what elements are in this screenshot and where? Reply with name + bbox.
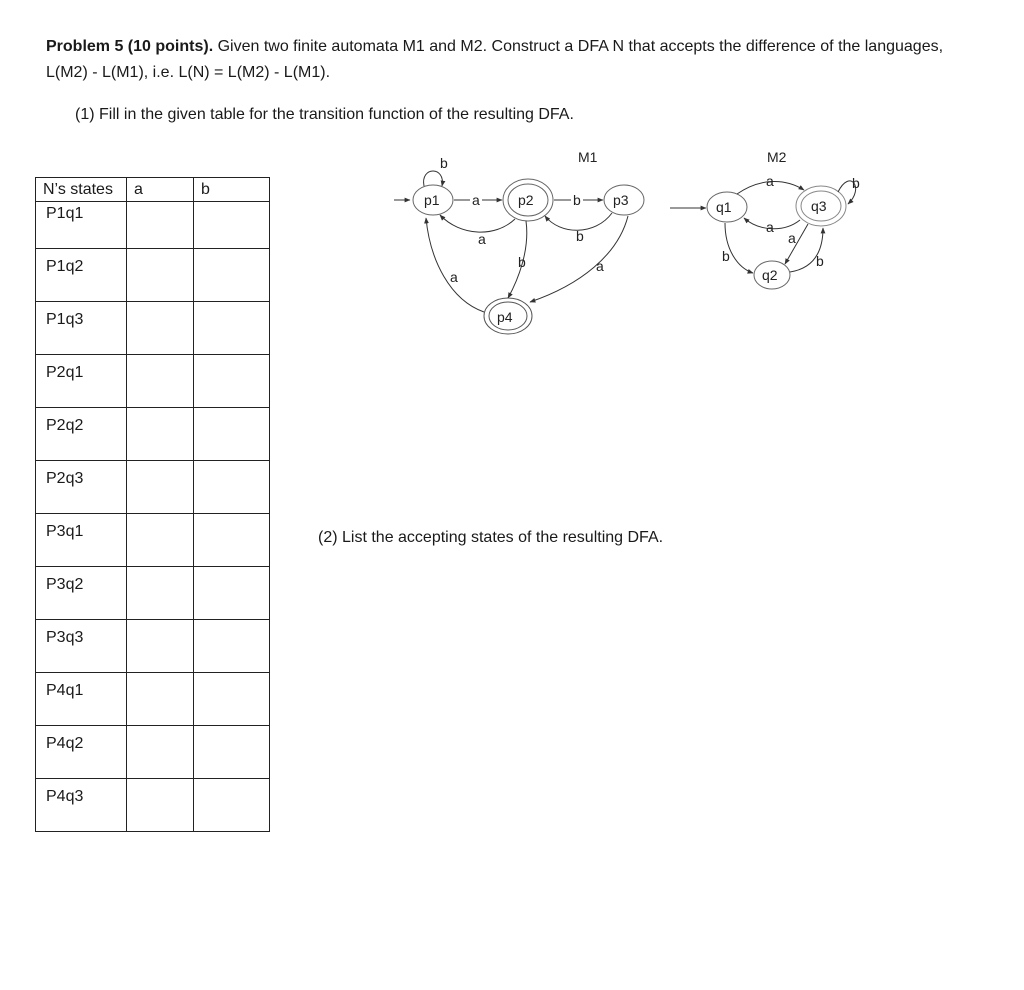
- state-cell: P4q1: [36, 673, 127, 726]
- automata-diagram: [380, 140, 880, 340]
- cell-b[interactable]: [194, 408, 270, 461]
- table-row: [36, 673, 270, 726]
- m1-edge-p1-loop: [424, 171, 443, 186]
- table-row: [36, 408, 270, 461]
- state-p2: [503, 179, 553, 221]
- state-p3: [604, 185, 644, 215]
- cell-a[interactable]: [127, 302, 194, 355]
- m2-label-q3-q1: a: [766, 219, 774, 235]
- m1-label-p3-p4: a: [596, 258, 604, 274]
- table-row: [36, 461, 270, 514]
- state-p4-label: p4: [497, 309, 513, 325]
- m2-title: M2: [767, 149, 787, 165]
- cell-a[interactable]: [127, 620, 194, 673]
- state-cell: P4q3: [36, 779, 127, 832]
- cell-a[interactable]: [127, 514, 194, 567]
- cell-a[interactable]: [127, 202, 194, 249]
- cell-b[interactable]: [194, 779, 270, 832]
- table-row: [36, 779, 270, 832]
- m1-label-p1-p2: a: [472, 192, 480, 208]
- m1-label-p2-p4: b: [518, 254, 526, 270]
- m1-label-p2-p3: b: [573, 192, 581, 208]
- header-a: a: [127, 178, 194, 202]
- part2-instruction: (2) List the accepting states of the resulting DFA.: [318, 529, 664, 546]
- cell-b[interactable]: [194, 461, 270, 514]
- problem-heading: Problem 5 (10 points).: [46, 38, 214, 55]
- header-states: N’s states: [36, 178, 127, 202]
- transition-table: [35, 177, 270, 832]
- state-q1: [707, 192, 747, 222]
- cell-a[interactable]: [127, 673, 194, 726]
- state-cell: P3q1: [36, 514, 127, 567]
- m1-title: M1: [578, 149, 598, 165]
- header-b: b: [194, 178, 270, 202]
- table-row: [36, 567, 270, 620]
- m2-label-q1-q2: b: [722, 248, 730, 264]
- cell-a[interactable]: [127, 779, 194, 832]
- state-q2-label: q2: [762, 267, 778, 283]
- cell-b[interactable]: [194, 620, 270, 673]
- m2-label-q3-loop: b: [852, 175, 860, 191]
- cell-b[interactable]: [194, 302, 270, 355]
- table-row: [36, 726, 270, 779]
- problem-text: Given two finite automata M1 and M2. Construct a DFA N that accepts the difference of the languages, L(M2) - L(M1), i.e. L(N) = L(M2) - L(M1).: [46, 38, 944, 81]
- state-p3-label: p3: [613, 192, 629, 208]
- cell-b[interactable]: [194, 249, 270, 302]
- cell-b[interactable]: [194, 726, 270, 779]
- state-cell: P3q3: [36, 620, 127, 673]
- m1-label-p1-loop: b: [440, 155, 448, 171]
- state-q1-label: q1: [716, 199, 732, 215]
- cell-a[interactable]: [127, 249, 194, 302]
- table-row: [36, 202, 270, 249]
- table-header-row: [36, 178, 270, 202]
- problem-statement: [46, 34, 986, 86]
- cell-b[interactable]: [194, 673, 270, 726]
- m2-label-q1-q3: a: [766, 173, 774, 189]
- table-row: [36, 514, 270, 567]
- table-row: [36, 620, 270, 673]
- m2-label-q2-q3: b: [816, 253, 824, 269]
- m1-label-p3-p2: b: [576, 228, 584, 244]
- m1-edge-p2-p1: [440, 215, 515, 232]
- cell-a[interactable]: [127, 567, 194, 620]
- state-cell: P4q2: [36, 726, 127, 779]
- state-cell: P1q1: [36, 202, 127, 249]
- state-p4: [484, 298, 532, 334]
- state-q3-label: q3: [811, 198, 827, 214]
- cell-b[interactable]: [194, 514, 270, 567]
- state-p1-label: p1: [424, 192, 440, 208]
- m1-label-p1-p4: a: [450, 269, 458, 285]
- state-cell: P1q2: [36, 249, 127, 302]
- state-q2: [754, 261, 790, 289]
- state-cell: P2q2: [36, 408, 127, 461]
- state-cell: P1q3: [36, 302, 127, 355]
- cell-a[interactable]: [127, 726, 194, 779]
- part1-instruction: (1) Fill in the given table for the transition function of the resulting DFA.: [75, 106, 574, 123]
- cell-a[interactable]: [127, 408, 194, 461]
- cell-b[interactable]: [194, 202, 270, 249]
- cell-a[interactable]: [127, 461, 194, 514]
- table-row: [36, 355, 270, 408]
- m2-label-q3-q2: a: [788, 230, 796, 246]
- cell-b[interactable]: [194, 355, 270, 408]
- table-row: [36, 302, 270, 355]
- m1-label-p2-p1: a: [478, 231, 486, 247]
- state-cell: P3q2: [36, 567, 127, 620]
- state-cell: P2q3: [36, 461, 127, 514]
- cell-b[interactable]: [194, 567, 270, 620]
- table-row: [36, 249, 270, 302]
- state-p2-label: p2: [518, 192, 534, 208]
- cell-a[interactable]: [127, 355, 194, 408]
- state-p1: [413, 185, 453, 215]
- state-cell: P2q1: [36, 355, 127, 408]
